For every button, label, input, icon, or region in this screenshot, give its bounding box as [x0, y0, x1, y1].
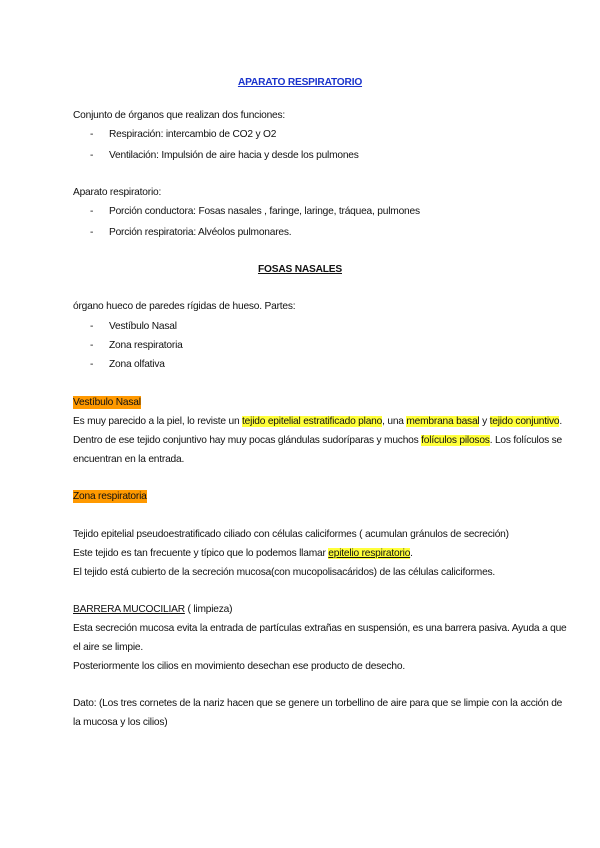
barrera-line-1: Esta secreción mucosa evita la entrada de partículas extrañas en suspensión, es una barrera pasiva. Ayuda a que	[73, 623, 567, 634]
vestibulo-line-2	[73, 434, 562, 448]
dash: -	[90, 129, 94, 140]
vestibulo-line-1	[73, 415, 562, 429]
text-run: .	[410, 548, 413, 559]
dash: -	[90, 359, 94, 370]
text-run: y	[479, 416, 490, 427]
dash: -	[90, 206, 94, 217]
vestibulo-heading: Vestíbulo Nasal	[73, 397, 141, 408]
barrera-line-3: Posteriormente los cilios en movimiento desechan ese producto de desecho.	[73, 661, 405, 672]
zona-line-2	[73, 547, 413, 561]
highlight: tejido epitelial estratificado plano	[242, 416, 383, 427]
document-title	[0, 76, 600, 90]
text-run: Este tejido es tan frecuente y típico que lo podemos llamar	[73, 548, 329, 559]
barrera-line-2: el aire se limpie.	[73, 642, 144, 653]
aparato-text: Aparato respiratorio:	[73, 187, 162, 198]
dato-line-2: la mucosa y los cilios)	[73, 717, 168, 728]
barrera-heading: BARRERA MUCOCILIAR	[73, 604, 185, 615]
fosas-heading: FOSAS NASALES	[257, 264, 342, 275]
bullet-text: Zona olfativa	[109, 359, 165, 370]
highlight: folículos pilosos	[421, 435, 490, 446]
fosas-text: órgano hueco de paredes rígidas de hueso. Partes:	[73, 301, 296, 312]
barrera-heading-line	[73, 603, 232, 617]
zona-heading: Zona respiratoria	[73, 491, 147, 502]
bullet-text: Zona respiratoria	[109, 340, 183, 351]
dash: -	[90, 150, 94, 161]
bullet-text: Respiración: intercambio de CO2 y O2	[109, 129, 277, 140]
zona-line-3: El tejido está cubierto de la secreción mucosa(con mucopolisacáridos) de las células caliciformes.	[73, 567, 496, 578]
title-link[interactable]: APARATO RESPIRATORIO	[237, 77, 363, 88]
dash: -	[90, 321, 94, 332]
highlight: tejido conjuntivo	[489, 416, 560, 427]
bullet-text: Porción respiratoria: Alvéolos pulmonares.	[109, 227, 292, 238]
dash: -	[90, 227, 94, 238]
text-run: . Los folículos se	[489, 435, 562, 446]
vestibulo-line-3: encuentran en la entrada.	[73, 454, 185, 465]
vestibulo-heading-line	[73, 396, 141, 410]
dash: -	[90, 340, 94, 351]
highlight: membrana basal	[406, 416, 480, 427]
intro-text: Conjunto de órganos que realizan dos funciones:	[73, 110, 286, 121]
fosas-heading-line	[0, 263, 600, 277]
text-run: , una	[382, 416, 407, 427]
text-run: Es muy parecido a la piel, lo reviste un	[73, 416, 243, 427]
bullet-text: Ventilación: Impulsión de aire hacia y desde los pulmones	[109, 150, 359, 161]
highlight: epitelio respiratorio	[328, 548, 411, 559]
text-run: ( limpieza)	[184, 604, 233, 615]
text-run: Dentro de ese tejido conjuntivo hay muy pocas glándulas sudoríparas y muchos	[73, 435, 422, 446]
bullet-text: Porción conductora: Fosas nasales , faringe, laringe, tráquea, pulmones	[109, 206, 420, 217]
bullet-text: Vestíbulo Nasal	[109, 321, 177, 332]
dato-line-1: Dato: (Los tres cornetes de la nariz hacen que se genere un torbellino de aire para que se limpie con la acción de	[73, 698, 563, 709]
zona-heading-line	[73, 490, 147, 504]
text-run: .	[559, 416, 562, 427]
zona-line-1: Tejido epitelial pseudoestratificado ciliado con células caliciformes ( acumulan gránulos de secreción)	[73, 529, 509, 540]
